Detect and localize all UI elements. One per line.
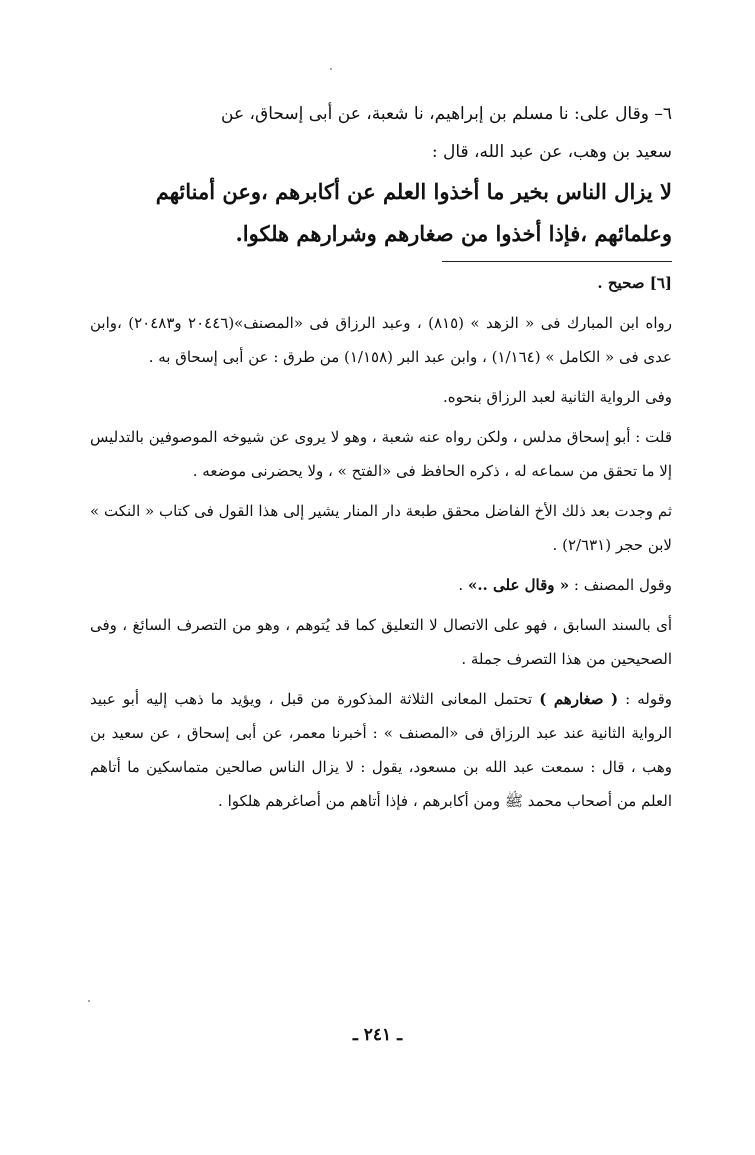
note-paragraph-2: وفى الرواية الثانية لعبد الرزاق بنحوه. xyxy=(442,388,672,406)
hadith-grade: [٦] صحيح . xyxy=(597,274,672,292)
note-paragraph-1: رواه ابن المبارك فى « الزهد » (٨١٥) ، وعبد الرزاق فى «المصنف»(٢٠٤٤٦ و٢٠٤٨٣) ،وابن عدى فى « الكامل » (١/١٦٤) ، وابن عبد البر (١/١٥٨) من طرق : عن أبى إسحاق به . xyxy=(90,314,672,366)
note-paragraph-7 xyxy=(90,682,672,818)
hadith-chain-line-1: ٦– وقال على: نا مسلم بن إبراهيم، نا شعبة، عن أبى إسحاق، عن xyxy=(221,104,672,124)
note-paragraph-4: ثم وجدت بعد ذلك الأخ الفاضل محقق طبعة دار المنار يشير إلى هذا القول فى كتاب « النكت » لابن حجر (٢/٦٣١) . xyxy=(90,502,672,554)
note-7-prefix: وقوله : xyxy=(618,690,672,708)
hadith-text-line-1: لا يزال الناس بخير ما أخذوا العلم عن أكابرهم ،وعن أمنائهم xyxy=(155,179,672,204)
note-7-suffix: تحتمل المعانى الثلاثة المذكورة من قبل ، ويؤيد ما ذهب إليه أبو عبيد الرواية الثانية عند عبد الرزاق فى «المصنف » : أخبرنا معمر، عن أبى إسحاق ، عن سعيد بن وهب ، قال : سمعت عبد الله بن مسعود، يقول : لا يزال الناس صالحين متماسكين ما أتاهم العلم من أصحاب محمد ﷺ ومن أكابرهم ، فإذا أتاهم من أصاغرهم هلكوا . xyxy=(90,690,672,810)
scan-speck xyxy=(330,68,332,70)
footnote-divider-wrap xyxy=(90,255,672,266)
note-5-prefix: وقول المصنف : xyxy=(569,576,672,594)
note-7-term: ( صغارهم ) xyxy=(539,690,619,708)
note-paragraph-6: أى بالسند السابق ، فهو على الاتصال لا التعليق كما قد يُتوهم ، وهو من التصرف السائغ ، وفى الصحيحين من هذا التصرف جملة . xyxy=(90,616,672,668)
hadith-text-line-2: وعلمائهم ،فإذا أخذوا من صغارهم وشرارهم هلكوا. xyxy=(235,221,672,246)
note-5-quote: « وقال على ..» xyxy=(467,576,570,594)
page-body xyxy=(90,95,672,824)
note-paragraph-3: قلت : أبو إسحاق مدلس ، ولكن رواه عنه شعبة ، وهو لا يروى عن شيوخه الموصوفين بالتدليس إلا ما تحقق من سماعه له ، ذكره الحافظ فى «الفتح » ، ولا يحضرنى موضعه . xyxy=(90,428,672,480)
footnote-divider xyxy=(442,261,672,262)
note-paragraph-5 xyxy=(90,568,672,602)
note-5-suffix: . xyxy=(458,576,468,594)
page-number: ـ ٢٤١ ـ xyxy=(352,1025,403,1045)
hadith-chain-line-2: سعيد بن وهب، عن عبد الله، قال : xyxy=(431,142,672,162)
scan-speck xyxy=(88,1000,90,1002)
